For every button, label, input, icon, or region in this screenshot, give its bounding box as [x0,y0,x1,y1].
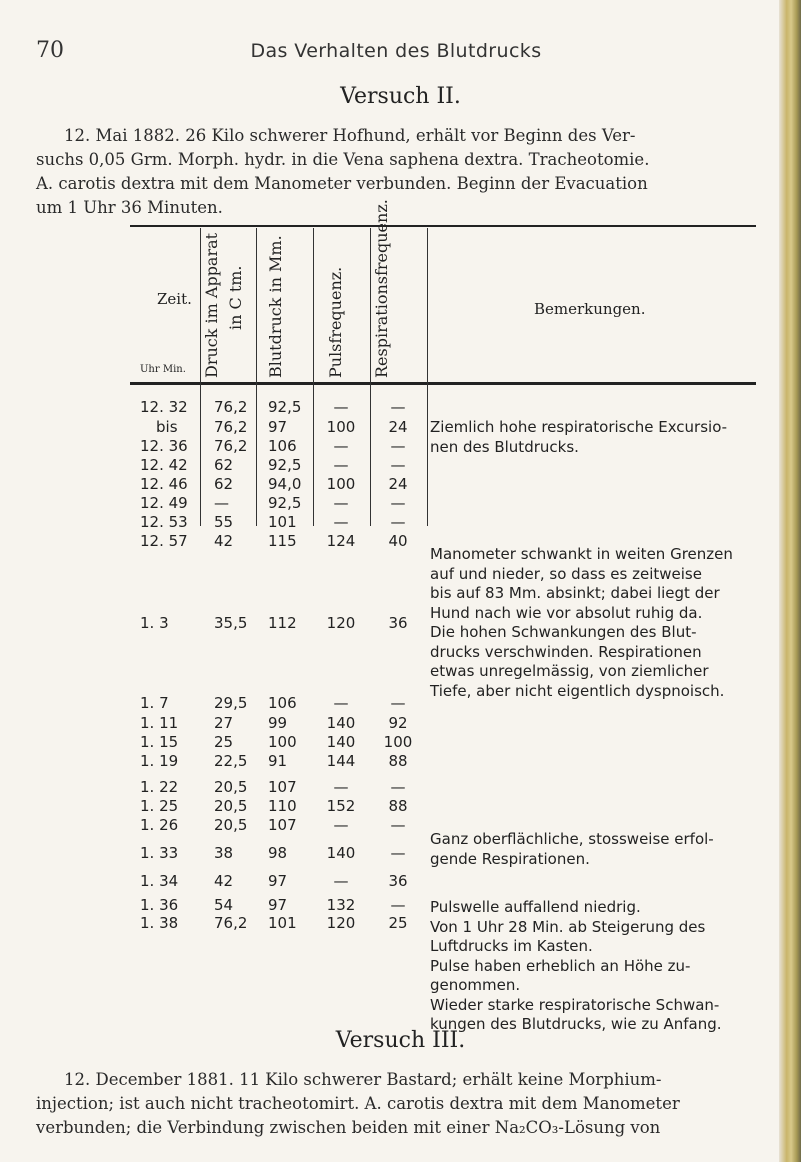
cell-druck: 35,5 [214,614,248,632]
page-number: 70 [36,38,64,63]
remark-line: drucks verschwinden. Respirationen [430,642,702,661]
cell-time: 1. 19 [140,752,179,770]
remark-line: Ganz oberflächliche, stossweise erfol- [430,830,714,848]
intro-line: um 1 Uhr 36 Minuten. [36,198,223,217]
cell-resp: — [390,398,406,416]
remark-line: kungen des Blutdrucks, wie zu Anfang. [430,1015,722,1033]
cell-blutdruck: 94,0 [268,475,302,493]
cell-time: 12. 36 [140,437,188,455]
cell-blutdruck: 100 [268,733,297,751]
cell-resp: 36 [388,872,408,890]
cell-blutdruck: 106 [268,437,297,455]
cell-blutdruck: 110 [268,797,297,815]
cell-druck: 22,5 [214,752,248,770]
header-druck-sub: in C tm. [226,265,245,330]
intro-line: verbunden; die Verbindung zwischen beiden mit einer Na₂CO₃-Lösung von [36,1118,661,1137]
remark-line: bis auf 83 Mm. absinkt; dabei liegt der [430,584,720,602]
table-top-rule [130,225,756,227]
cell-druck: — [214,494,229,512]
cell-blutdruck: 97 [268,418,288,436]
cell-resp: — [390,816,406,834]
cell-puls: — [333,456,349,474]
header-puls: Pulsfrequenz. [326,266,345,378]
intro-line: suchs 0,05 Grm. Morph. hydr. in die Vena saphena dextra. Tracheotomie. [36,150,650,169]
cell-puls: 120 [326,914,356,932]
cell-resp: 92 [388,714,408,732]
cell-puls: 124 [326,532,356,550]
remark-line: Ziemlich hohe respiratorische Excursio- [430,418,728,436]
cell-time: 1. 3 [140,614,169,632]
cell-time: 12. 57 [140,532,188,550]
header-resp: Respirationsfrequenz. [372,199,391,378]
cell-resp: 25 [388,914,408,932]
vline [200,228,201,526]
cell-druck: 20,5 [214,816,248,834]
cell-time: 1. 25 [140,797,179,815]
cell-blutdruck: 101 [268,914,297,932]
cell-resp: — [390,778,406,796]
remark-line: Die hohen Schwankungen des Blut- [430,623,697,641]
cell-puls: 152 [326,797,356,815]
remark-block [430,830,760,869]
cell-blutdruck: 115 [268,532,297,550]
remark-block [430,545,760,701]
cell-blutdruck: 99 [268,714,288,732]
cell-resp: 88 [388,797,408,815]
remark-line: nen des Blutdrucks. [430,437,579,456]
cell-druck: 54 [214,896,234,914]
cell-time: 12. 42 [140,456,188,474]
vline [256,228,257,526]
cell-blutdruck: 112 [268,614,297,632]
remark-line: Wieder starke respiratorische Schwan- [430,995,720,1014]
header-zeit: Zeit. [157,290,192,308]
page-edge [779,0,801,1162]
cell-time: 1. 15 [140,733,179,751]
cell-time: 1. 36 [140,896,179,914]
remark-block [430,418,760,457]
cell-resp: 36 [388,614,408,632]
cell-blutdruck: 92,5 [268,494,302,512]
intro-paragraph-iii [36,1068,776,1140]
cell-druck: 76,2 [214,437,248,455]
header-druck: Druck im Apparat [202,232,221,378]
cell-blutdruck: 92,5 [268,456,302,474]
cell-blutdruck: 97 [268,872,288,890]
cell-time: 1. 38 [140,914,179,932]
cell-druck: 76,2 [214,418,248,436]
cell-puls: 120 [326,614,356,632]
cell-time: 1. 33 [140,844,179,862]
cell-time: 1. 11 [140,714,179,732]
remark-line: gende Respirationen. [430,849,590,868]
cell-time: 1. 7 [140,694,169,712]
remark-line: Pulse haben erheblich an Höhe zu- [430,956,691,975]
cell-time: bis [156,418,178,436]
cell-blutdruck: 101 [268,513,297,531]
cell-druck: 76,2 [214,398,248,416]
cell-blutdruck: 107 [268,816,297,834]
cell-puls: 100 [326,418,356,436]
table-header-rule [130,382,756,385]
intro-line: 12. December 1881. 11 Kilo schwerer Bastard; erhält keine Morphium- [64,1070,662,1089]
page-header [36,38,756,66]
cell-puls: — [333,437,349,455]
cell-druck: 42 [214,532,234,550]
cell-blutdruck: 92,5 [268,398,302,416]
section-title-iii: Versuch III. [335,1028,466,1053]
cell-druck: 20,5 [214,778,248,796]
cell-druck: 62 [214,475,234,493]
cell-druck: 25 [214,733,234,751]
cell-resp: 88 [388,752,408,770]
header-blutdruck: Blutdruck in Mm. [266,235,285,378]
cell-resp: 24 [388,475,408,493]
cell-puls: — [333,778,349,796]
section-title-ii: Versuch II. [340,84,461,109]
cell-resp: 100 [383,733,413,751]
cell-blutdruck: 97 [268,896,288,914]
cell-puls: 144 [326,752,356,770]
cell-druck: 27 [214,714,234,732]
remark-line: auf und nieder, so dass es zeitweise [430,564,702,583]
cell-druck: 29,5 [214,694,248,712]
cell-druck: 20,5 [214,797,248,815]
cell-time: 12. 53 [140,513,188,531]
cell-time: 1. 34 [140,872,179,890]
header-zeit-sub: Uhr Min. [140,364,186,375]
remark-block [430,898,760,1035]
remark-line: Von 1 Uhr 28 Min. ab Steigerung des [430,917,706,936]
cell-puls: 100 [326,475,356,493]
cell-druck: 38 [214,844,234,862]
cell-resp: 40 [388,532,408,550]
cell-puls: 140 [326,714,356,732]
cell-resp: — [390,513,406,531]
cell-puls: — [333,494,349,512]
intro-line: injection; ist auch nicht tracheotomirt. A. carotis dextra mit dem Manometer [36,1094,680,1113]
remark-line: Pulswelle auffallend niedrig. [430,898,641,916]
cell-blutdruck: 98 [268,844,288,862]
cell-resp: — [390,494,406,512]
cell-druck: 76,2 [214,914,248,932]
cell-resp: 24 [388,418,408,436]
cell-resp: — [390,456,406,474]
cell-time: 1. 22 [140,778,179,796]
cell-resp: — [390,694,406,712]
cell-puls: 140 [326,733,356,751]
cell-puls: — [333,398,349,416]
remark-line: Hund nach wie vor absolut ruhig da. [430,603,703,622]
header-bemerkungen: Bemerkungen. [534,300,646,318]
remark-line: genommen. [430,976,521,994]
cell-blutdruck: 91 [268,752,288,770]
remark-line: Manometer schwankt in weiten Grenzen [430,545,733,563]
cell-puls: 140 [326,844,356,862]
cell-time: 12. 46 [140,475,188,493]
cell-time: 1. 26 [140,816,179,834]
cell-blutdruck: 107 [268,778,297,796]
remark-line: etwas unregelmässig, von ziemlicher [430,662,709,680]
cell-resp: — [390,896,406,914]
cell-druck: 62 [214,456,234,474]
cell-resp: — [390,844,406,862]
cell-puls: 132 [326,896,356,914]
running-title: Das Verhalten des Blutdrucks [250,40,542,62]
intro-line: A. carotis dextra mit dem Manometer verbunden. Beginn der Evacuation [36,174,648,193]
cell-puls: — [333,816,349,834]
cell-druck: 42 [214,872,234,890]
remark-line: Tiefe, aber nicht eigentlich dyspnoisch. [430,681,725,700]
cell-blutdruck: 106 [268,694,297,712]
cell-time: 12. 49 [140,494,188,512]
intro-paragraph-ii [36,124,756,220]
cell-time: 12. 32 [140,398,188,416]
intro-line: 12. Mai 1882. 26 Kilo schwerer Hofhund, erhält vor Beginn des Ver- [64,126,636,145]
remark-line: Luftdrucks im Kasten. [430,937,593,955]
cell-druck: 55 [214,513,234,531]
cell-puls: — [333,513,349,531]
cell-puls: — [333,694,349,712]
cell-resp: — [390,437,406,455]
cell-puls: — [333,872,349,890]
